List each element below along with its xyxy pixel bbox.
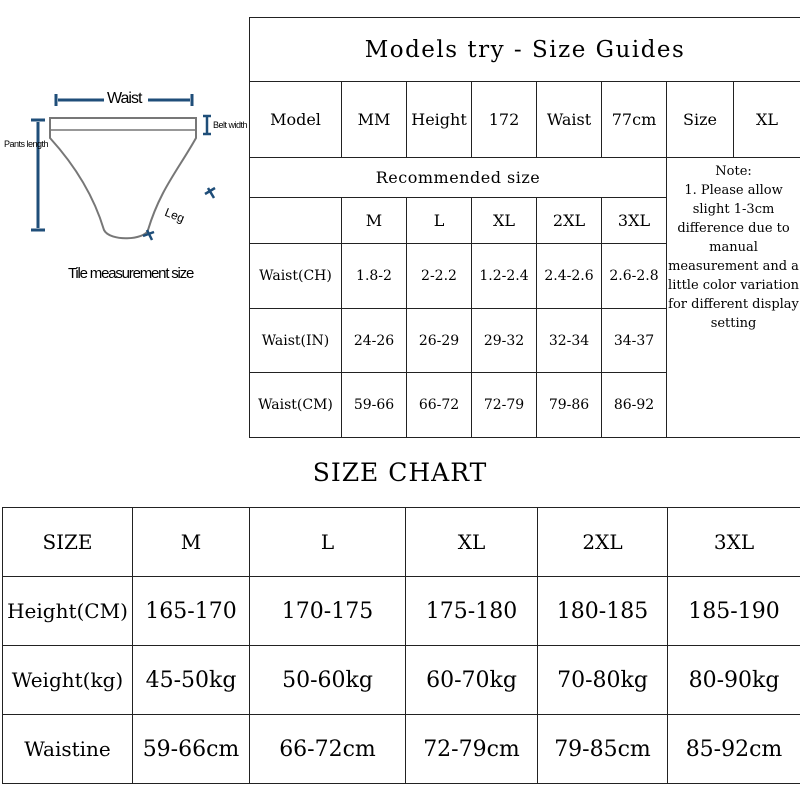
table-cell: 170-175	[250, 577, 406, 646]
table-cell: 24-26	[342, 309, 407, 373]
row-label-weight: Weight(kg)	[3, 646, 133, 715]
recommended-size-label: Recommended size	[250, 158, 667, 198]
size-chart-header-2xl: 2XL	[538, 508, 668, 577]
table-cell: 72-79cm	[406, 715, 538, 784]
size-chart-title: SIZE CHART	[312, 458, 488, 487]
size-chart-header-xl: XL	[406, 508, 538, 577]
table-cell: 32-34	[537, 309, 602, 373]
table-cell: 60-70kg	[406, 646, 538, 715]
measurement-diagram	[0, 80, 250, 300]
size-chart-header-m: M	[133, 508, 250, 577]
row-label-waist-cm: Waist(CM)	[250, 373, 342, 438]
table-cell: 79-86	[537, 373, 602, 438]
note	[667, 158, 800, 438]
size-value: XL	[734, 82, 800, 158]
table-cell: 1.8-2	[342, 244, 407, 309]
size-chart-table	[2, 507, 800, 784]
table-cell: 180-185	[538, 577, 668, 646]
model-value: MM	[342, 82, 407, 158]
size-chart-header-size: SIZE	[3, 508, 133, 577]
size-header-2xl: 2XL	[537, 198, 602, 244]
table-cell: 85-92cm	[668, 715, 800, 784]
table-cell: 66-72	[407, 373, 472, 438]
note-text: Note: 1. Please allow slight 1-3cm difference due to manual measurement and a little color variation for different display setting	[668, 164, 800, 331]
row-label-height: Height(CM)	[3, 577, 133, 646]
model-label: Model	[250, 82, 342, 158]
table-cell: 175-180	[406, 577, 538, 646]
table-cell: 165-170	[133, 577, 250, 646]
row-label-waist-in: Waist(IN)	[250, 309, 342, 373]
waist-label: Waist	[537, 82, 602, 158]
table-cell: 59-66cm	[133, 715, 250, 784]
models-title: Models try - Size Guides	[250, 18, 800, 82]
pants-length-label: Pants length	[4, 139, 49, 149]
table-cell: 70-80kg	[538, 646, 668, 715]
table-cell: 185-190	[668, 577, 800, 646]
height-value: 172	[472, 82, 537, 158]
table-cell: 66-72cm	[250, 715, 406, 784]
size-header-3xl: 3XL	[602, 198, 667, 244]
waist-value: 77cm	[602, 82, 667, 158]
table-cell: 86-92	[602, 373, 667, 438]
table-cell: 72-79	[472, 373, 537, 438]
height-label: Height	[407, 82, 472, 158]
belt-width-label: Belt width	[213, 120, 248, 130]
models-size-guide-table	[249, 17, 800, 438]
table-cell: 26-29	[407, 309, 472, 373]
size-label: Size	[667, 82, 734, 158]
diagram-caption: Tile measurement size	[68, 265, 194, 282]
leg-label: Leg	[162, 205, 187, 226]
table-cell: 1.2-2.4	[472, 244, 537, 309]
table-cell: 79-85cm	[538, 715, 668, 784]
table-cell: 29-32	[472, 309, 537, 373]
size-header-xl: XL	[472, 198, 537, 244]
table-cell: 2-2.2	[407, 244, 472, 309]
table-cell: 34-37	[602, 309, 667, 373]
table-cell: 45-50kg	[133, 646, 250, 715]
table-cell: 2.4-2.6	[537, 244, 602, 309]
table-cell: 2.6-2.8	[602, 244, 667, 309]
row-label-waistine: Waistine	[3, 715, 133, 784]
table-cell: 50-60kg	[250, 646, 406, 715]
size-chart-header-l: L	[250, 508, 406, 577]
size-header-empty	[250, 198, 342, 244]
table-cell: 80-90kg	[668, 646, 800, 715]
size-header-l: L	[407, 198, 472, 244]
size-header-m: M	[342, 198, 407, 244]
waist-label: Waist	[107, 90, 142, 107]
size-chart-header-3xl: 3XL	[668, 508, 800, 577]
row-label-waist-ch: Waist(CH)	[250, 244, 342, 309]
table-cell: 59-66	[342, 373, 407, 438]
